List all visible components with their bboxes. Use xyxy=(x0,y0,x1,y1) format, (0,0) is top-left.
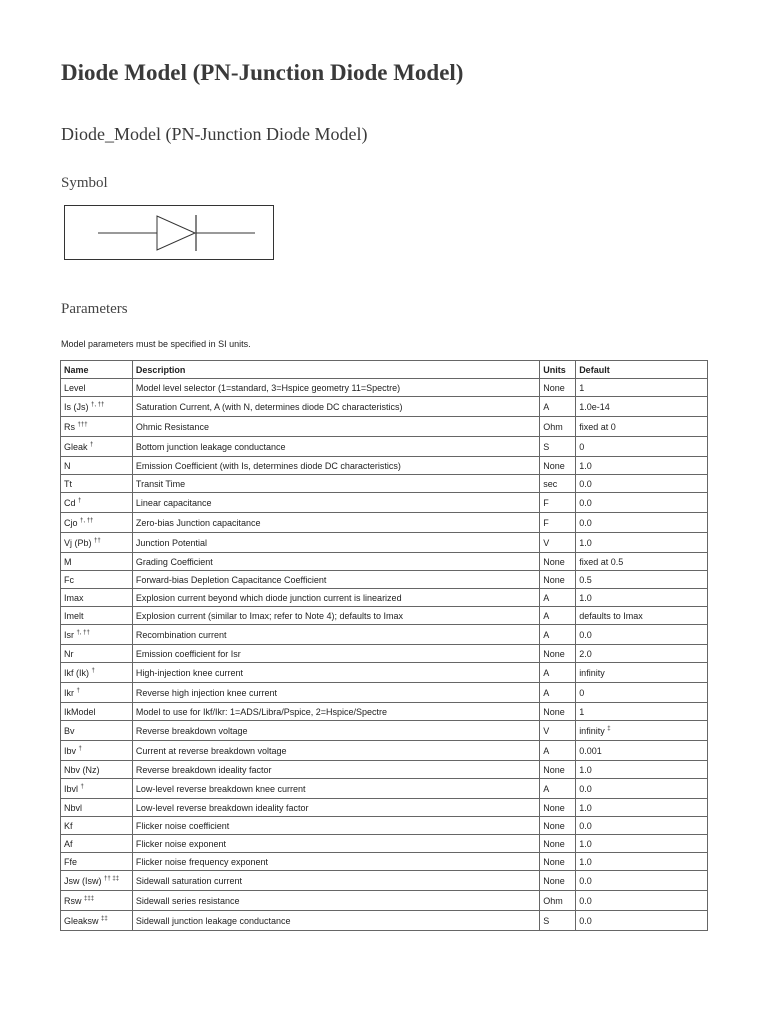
param-default-cell xyxy=(576,721,708,741)
param-name: Ibv xyxy=(64,745,77,756)
param-name-cell xyxy=(61,533,133,553)
param-footnote-marker: †, †† xyxy=(80,517,94,524)
param-name-cell xyxy=(61,835,133,853)
parameters-heading: Parameters xyxy=(61,301,128,317)
param-default-cell xyxy=(576,457,708,475)
table-row xyxy=(61,779,708,799)
param-units: None xyxy=(540,853,576,871)
column-header-description: Description xyxy=(132,361,539,379)
param-description: Emission coefficient for Isr xyxy=(132,645,539,663)
units-note: Model parameters must be specified in SI units. xyxy=(61,339,251,349)
table-row xyxy=(61,475,708,493)
param-default-cell xyxy=(576,779,708,799)
param-name-cell xyxy=(61,911,133,931)
param-default: 0 xyxy=(579,687,585,698)
param-description: Model to use for Ikf/Ikr: 1=ADS/Libra/Pspice, 2=Hspice/Spectre xyxy=(132,703,539,721)
param-description: Emission Coefficient (with Is, determines diode DC characteristics) xyxy=(132,457,539,475)
param-footnote-marker: † xyxy=(76,687,80,694)
table-row xyxy=(61,761,708,779)
param-default-cell xyxy=(576,379,708,397)
table-row xyxy=(61,741,708,761)
param-name: Jsw (Isw) xyxy=(64,875,102,886)
param-default: 0.0 xyxy=(579,915,592,926)
param-footnote-marker: ‡‡ xyxy=(101,915,108,922)
param-description: Reverse high injection knee current xyxy=(132,683,539,703)
param-default: infinity xyxy=(579,667,605,678)
param-default: 2.0 xyxy=(579,648,592,659)
param-name: Ibvl xyxy=(64,783,79,794)
param-default: 0.0 xyxy=(579,875,592,886)
param-description: Current at reverse breakdown voltage xyxy=(132,741,539,761)
param-name-cell xyxy=(61,625,133,645)
param-name-cell xyxy=(61,417,133,437)
param-footnote-marker: † xyxy=(78,497,82,504)
param-units: None xyxy=(540,457,576,475)
param-description: Reverse breakdown ideality factor xyxy=(132,761,539,779)
param-name: Imelt xyxy=(64,610,84,621)
param-name: Is (Js) xyxy=(64,401,89,412)
param-footnote-marker: † xyxy=(80,783,84,790)
param-name: Fc xyxy=(64,574,74,585)
param-description: Forward-bias Depletion Capacitance Coefficient xyxy=(132,571,539,589)
param-name: Kf xyxy=(64,820,73,831)
param-name: Level xyxy=(64,382,86,393)
param-name-cell xyxy=(61,513,133,533)
table-row xyxy=(61,891,708,911)
param-default: 0.0 xyxy=(579,783,592,794)
param-units: V xyxy=(540,533,576,553)
param-name-cell xyxy=(61,457,133,475)
param-units: None xyxy=(540,761,576,779)
param-units: A xyxy=(540,683,576,703)
param-default-cell xyxy=(576,571,708,589)
param-default-cell xyxy=(576,911,708,931)
param-name: Af xyxy=(64,838,73,849)
param-default: 0.0 xyxy=(579,478,592,489)
table-row xyxy=(61,589,708,607)
param-default-cell xyxy=(576,397,708,417)
parameters-table-body xyxy=(61,379,708,931)
param-description: Flicker noise frequency exponent xyxy=(132,853,539,871)
param-default: 0.0 xyxy=(579,895,592,906)
param-default: fixed at 0.5 xyxy=(579,556,624,567)
param-description: Bottom junction leakage conductance xyxy=(132,437,539,457)
param-description: Flicker noise exponent xyxy=(132,835,539,853)
column-header-default: Default xyxy=(576,361,708,379)
param-default-cell xyxy=(576,835,708,853)
param-description: Saturation Current, A (with N, determines diode DC characteristics) xyxy=(132,397,539,417)
page-subtitle: Diode_Model (PN-Junction Diode Model) xyxy=(61,124,368,144)
param-units: S xyxy=(540,437,576,457)
param-name: Ikf (Ik) xyxy=(64,667,89,678)
table-row xyxy=(61,625,708,645)
param-units: F xyxy=(540,493,576,513)
param-default: 0.0 xyxy=(579,497,592,508)
param-default-cell xyxy=(576,437,708,457)
table-row xyxy=(61,397,708,417)
symbol-heading: Symbol xyxy=(61,175,108,191)
param-name-cell xyxy=(61,553,133,571)
param-description: Sidewall series resistance xyxy=(132,891,539,911)
param-default-cell xyxy=(576,683,708,703)
param-name: Gleaksw xyxy=(64,915,99,926)
param-units: A xyxy=(540,779,576,799)
param-default-cell xyxy=(576,475,708,493)
param-default-cell xyxy=(576,703,708,721)
param-default-cell xyxy=(576,871,708,891)
param-default: 1 xyxy=(579,382,585,393)
param-default: 0.0 xyxy=(579,629,592,640)
param-units: A xyxy=(540,663,576,683)
param-name-cell xyxy=(61,437,133,457)
param-footnote-marker: † xyxy=(78,745,82,752)
param-default: 1.0 xyxy=(579,856,592,867)
param-description: Ohmic Resistance xyxy=(132,417,539,437)
param-name-cell xyxy=(61,891,133,911)
table-row xyxy=(61,533,708,553)
param-name-cell xyxy=(61,817,133,835)
param-default: 1 xyxy=(579,706,585,717)
table-row xyxy=(61,663,708,683)
table-row xyxy=(61,437,708,457)
param-default-cell xyxy=(576,799,708,817)
table-row xyxy=(61,817,708,835)
param-description: Model level selector (1=standard, 3=Hspice geometry 11=Spectre) xyxy=(132,379,539,397)
param-name: Rs xyxy=(64,421,75,432)
param-name-cell xyxy=(61,799,133,817)
param-description: Sidewall saturation current xyxy=(132,871,539,891)
param-units: Ohm xyxy=(540,891,576,911)
param-footnote-marker: ††† xyxy=(77,421,88,428)
param-name: Rsw xyxy=(64,895,82,906)
param-name-cell xyxy=(61,571,133,589)
param-default: 0.001 xyxy=(579,745,602,756)
param-units: A xyxy=(540,589,576,607)
param-default-cell xyxy=(576,513,708,533)
param-name-cell xyxy=(61,645,133,663)
diode-symbol-figure xyxy=(64,205,274,260)
param-default: defaults to Imax xyxy=(579,610,643,621)
param-units: None xyxy=(540,645,576,663)
param-default: 1.0 xyxy=(579,802,592,813)
param-name: Vj (Pb) xyxy=(64,537,92,548)
param-description: Transit Time xyxy=(132,475,539,493)
param-name-cell xyxy=(61,607,133,625)
param-units: None xyxy=(540,799,576,817)
table-row xyxy=(61,457,708,475)
param-default-cell xyxy=(576,533,708,553)
table-row xyxy=(61,799,708,817)
param-units: A xyxy=(540,625,576,645)
param-description: Recombination current xyxy=(132,625,539,645)
param-name: Gleak xyxy=(64,441,88,452)
param-default-cell xyxy=(576,625,708,645)
param-default: 0 xyxy=(579,441,585,452)
param-units: None xyxy=(540,571,576,589)
param-name-cell xyxy=(61,703,133,721)
table-row xyxy=(61,553,708,571)
param-footnote-marker: † xyxy=(90,441,94,448)
param-name-cell xyxy=(61,871,133,891)
param-description: Zero-bias Junction capacitance xyxy=(132,513,539,533)
param-default-cell xyxy=(576,589,708,607)
param-default-cell xyxy=(576,817,708,835)
diode-symbol-icon xyxy=(65,206,273,259)
param-units: V xyxy=(540,721,576,741)
param-name: M xyxy=(64,556,72,567)
param-name-cell xyxy=(61,589,133,607)
param-default: 1.0 xyxy=(579,460,592,471)
param-default: 1.0 xyxy=(579,592,592,603)
param-footnote-marker: †† xyxy=(94,537,101,544)
param-default-cell xyxy=(576,607,708,625)
param-name: Imax xyxy=(64,592,84,603)
param-name: IkModel xyxy=(64,706,96,717)
param-name-cell xyxy=(61,853,133,871)
param-units: None xyxy=(540,871,576,891)
param-name-cell xyxy=(61,493,133,513)
param-name: Nbvl xyxy=(64,802,83,813)
table-row xyxy=(61,513,708,533)
table-header-row xyxy=(61,361,708,379)
param-name-cell xyxy=(61,779,133,799)
param-default-cell xyxy=(576,493,708,513)
table-row xyxy=(61,571,708,589)
param-name: Tt xyxy=(64,478,72,489)
param-name: N xyxy=(64,460,71,471)
param-units: A xyxy=(540,397,576,417)
param-description: Junction Potential xyxy=(132,533,539,553)
param-name-cell xyxy=(61,741,133,761)
param-description: Low-level reverse breakdown ideality factor xyxy=(132,799,539,817)
table-row xyxy=(61,853,708,871)
param-name-cell xyxy=(61,683,133,703)
param-units: sec xyxy=(540,475,576,493)
param-default-cell xyxy=(576,891,708,911)
param-name-cell xyxy=(61,761,133,779)
param-default-cell xyxy=(576,853,708,871)
param-default: infinity xyxy=(579,725,605,736)
param-default: 1.0 xyxy=(579,764,592,775)
param-name: Cjo xyxy=(64,517,78,528)
param-name-cell xyxy=(61,379,133,397)
param-name: Nbv (Nz) xyxy=(64,764,100,775)
param-default: fixed at 0 xyxy=(579,421,616,432)
param-description: Explosion current beyond which diode junction current is linearized xyxy=(132,589,539,607)
param-units: A xyxy=(540,607,576,625)
param-default: 1.0 xyxy=(579,537,592,548)
param-units: A xyxy=(540,741,576,761)
param-units: None xyxy=(540,817,576,835)
param-description: Grading Coefficient xyxy=(132,553,539,571)
param-units: S xyxy=(540,911,576,931)
param-default: 0.0 xyxy=(579,517,592,528)
param-name: Isr xyxy=(64,629,74,640)
table-row xyxy=(61,417,708,437)
column-header-name: Name xyxy=(61,361,133,379)
param-units: None xyxy=(540,703,576,721)
table-row xyxy=(61,645,708,663)
param-footnote-marker: †, †† xyxy=(76,629,90,636)
param-default: 0.0 xyxy=(579,820,592,831)
param-description: Flicker noise coefficient xyxy=(132,817,539,835)
param-units: F xyxy=(540,513,576,533)
table-row xyxy=(61,703,708,721)
table-row xyxy=(61,871,708,891)
param-description: Explosion current (similar to Imax; refer to Note 4); defaults to Imax xyxy=(132,607,539,625)
param-default: 1.0e-14 xyxy=(579,401,610,412)
column-header-units: Units xyxy=(540,361,576,379)
param-units: Ohm xyxy=(540,417,576,437)
param-description: High-injection knee current xyxy=(132,663,539,683)
param-default-cell xyxy=(576,645,708,663)
param-default-cell xyxy=(576,663,708,683)
table-row xyxy=(61,835,708,853)
param-footnote-marker: † xyxy=(91,667,95,674)
param-name-cell xyxy=(61,663,133,683)
param-name: Cd xyxy=(64,497,76,508)
param-name: Ffe xyxy=(64,856,78,867)
default-footnote-marker: ‡ xyxy=(607,725,611,732)
param-default-cell xyxy=(576,741,708,761)
param-name: Ikr xyxy=(64,687,74,698)
param-name: Nr xyxy=(64,648,74,659)
param-footnote-marker: ‡‡‡ xyxy=(84,895,95,902)
param-name-cell xyxy=(61,397,133,417)
param-name-cell xyxy=(61,475,133,493)
param-description: Linear capacitance xyxy=(132,493,539,513)
param-default-cell xyxy=(576,761,708,779)
param-default-cell xyxy=(576,553,708,571)
param-footnote-marker: †, †† xyxy=(91,401,105,408)
param-name-cell xyxy=(61,721,133,741)
param-units: None xyxy=(540,553,576,571)
param-default-cell xyxy=(576,417,708,437)
table-row xyxy=(61,721,708,741)
table-row xyxy=(61,607,708,625)
param-footnote-marker: †† ‡‡ xyxy=(104,875,120,882)
table-row xyxy=(61,379,708,397)
param-units: None xyxy=(540,379,576,397)
param-units: None xyxy=(540,835,576,853)
table-row xyxy=(61,911,708,931)
param-name: Bv xyxy=(64,725,75,736)
param-default: 0.5 xyxy=(579,574,592,585)
parameters-table xyxy=(60,360,708,931)
param-description: Sidewall junction leakage conductance xyxy=(132,911,539,931)
param-description: Reverse breakdown voltage xyxy=(132,721,539,741)
param-default: 1.0 xyxy=(579,838,592,849)
table-row xyxy=(61,683,708,703)
table-row xyxy=(61,493,708,513)
param-description: Low-level reverse breakdown knee current xyxy=(132,779,539,799)
page-title: Diode Model (PN-Junction Diode Model) xyxy=(61,60,464,85)
